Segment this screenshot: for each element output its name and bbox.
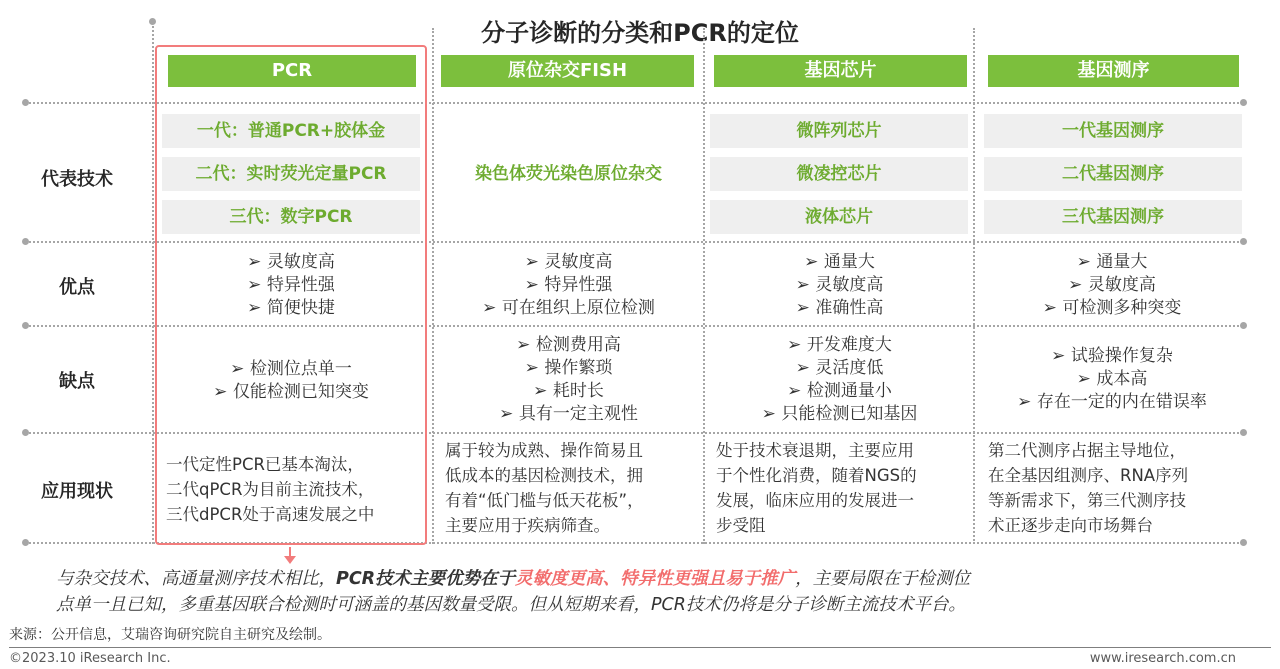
list-item: ➢ 耗时长 [533,381,604,401]
status-line: 步受阻 [716,516,766,535]
list-item: ➢ 只能检测已知基因 [761,404,918,424]
tech-pcr-3: 三代：数字PCR [162,200,420,234]
column-header-fish: 原位杂交FISH [441,55,694,87]
divider-dot [149,18,156,25]
column-divider [703,28,705,544]
summary-part: ，主要局限在于检测位 [795,569,971,589]
list-item: ➢ 灵敏度高 [247,252,335,272]
row-label-tech: 代表技术 [41,169,113,190]
list-item: ➢ 特异性强 [247,275,335,295]
status-line: 于个性化消费，随着NGS的 [716,466,917,485]
status-line: 处于技术衰退期，主要应用 [716,441,914,460]
divider-dot [22,429,29,436]
pros-chip [708,251,971,320]
list-item: ➢ 仅能检测已知突变 [213,382,369,402]
status-line: 有着“低门槛与低天花板”， [445,491,644,510]
divider-dot [1240,238,1247,245]
summary-text [56,566,1196,618]
cons-seq [978,345,1246,414]
status-line: 第二代测序占据主导地位， [988,441,1186,460]
copyright: ©2023.10 iResearch Inc. [9,651,171,666]
list-item: ➢ 成本高 [1076,369,1148,389]
list-item: ➢ 检测通量小 [787,381,892,401]
status-fish [445,438,703,538]
list-item: ➢ 具有一定主观性 [499,404,638,424]
list-item: ➢ 可检测多种突变 [1042,298,1182,318]
tech-seq-1: 一代基因测序 [984,114,1242,148]
column-header-chip: 基因芯片 [714,55,967,87]
tech-seq-2: 二代基因测序 [984,157,1242,191]
list-item: ➢ 通量大 [1076,252,1148,272]
list-item: ➢ 检测费用高 [516,335,621,355]
status-line: 在全基因组测序、RNA序列 [988,466,1189,485]
tech-chip-2: 微凌控芯片 [710,157,968,191]
summary-emphasis: PCR技术主要优势在于 [336,569,516,589]
status-line: 等新需求下，第三代测序技 [988,491,1186,510]
list-item: ➢ 试验操作复杂 [1051,346,1173,366]
tech-pcr-2: 二代：实时荧光定量PCR [162,157,420,191]
status-line: 发展，临床应用的发展进一 [716,491,914,510]
status-line: 术正逐步走向市场舞台 [988,516,1153,535]
list-item: ➢ 灵敏度高 [795,275,884,295]
tech-chip-3: 液体芯片 [710,200,968,234]
column-divider [152,22,154,544]
pros-seq [978,251,1246,320]
divider-dot [22,99,29,106]
page-title: 分子诊断的分类和PCR的定位 [481,19,799,47]
source-note: 来源：公开信息，艾瑞咨询研究院自主研究及绘制。 [9,627,331,643]
divider-dot [1240,322,1247,329]
list-item: ➢ 存在一定的内在错误率 [1017,392,1207,412]
divider-dot [1240,99,1247,106]
list-item: ➢ 通量大 [804,252,875,272]
status-seq [988,438,1246,538]
list-item: ➢ 检测位点单一 [230,359,352,379]
divider-dot [1240,429,1247,436]
divider-dot [22,238,29,245]
tech-pcr-1: 一代：普通PCR+胶体金 [162,114,420,148]
arrow-down-icon [284,556,296,564]
divider-dot [1240,539,1247,546]
row-label-cons: 缺点 [59,371,95,392]
status-chip [716,438,974,538]
status-line: 二代qPCR为目前主流技术， [166,480,375,499]
status-line: 属于较为成熟、操作简易且 [445,441,643,460]
status-line: 低成本的基因检测技术，拥 [445,466,643,485]
divider-dot [22,322,29,329]
list-item: ➢ 灵敏度高 [1068,275,1156,295]
column-divider [432,28,434,544]
list-item: ➢ 开发难度大 [787,335,892,355]
column-header-pcr: PCR [168,55,416,87]
status-line: 一代定性PCR已基本淘汰， [166,455,364,474]
list-item: ➢ 灵活度低 [795,358,884,378]
summary-part: 点单一且已知，多重基因联合检测时可涵盖的基因数量受限。但从短期来看，PCR技术仍将是分子诊断主流技术平台。 [56,595,966,615]
tech-chip-1: 微阵列芯片 [710,114,968,148]
pros-fish [437,251,700,320]
cons-fish [437,334,700,426]
tech-fish: 染色体荧光染色原位杂交 [475,164,662,184]
row-label-pros: 优点 [59,277,95,298]
summary-part: 与杂交技术、高通量测序技术相比， [56,569,336,589]
divider-dot [22,539,29,546]
footer-divider [9,647,1271,648]
cons-chip [708,334,971,426]
pcr-highlight-frame [155,45,427,545]
website-link[interactable]: www.iresearch.com.cn [1089,651,1236,666]
column-header-seq: 基因测序 [988,55,1239,87]
row-label-status: 应用现状 [41,481,113,502]
status-line: 三代dPCR处于高速发展之中 [166,505,375,524]
list-item: ➢ 特异性强 [524,275,613,295]
list-item: ➢ 灵敏度高 [524,252,613,272]
list-item: ➢ 简便快捷 [247,298,335,318]
status-line: 主要应用于疾病筛查。 [445,516,610,535]
list-item: ➢ 可在组织上原位检测 [482,298,655,318]
list-item: ➢ 准确性高 [795,298,884,318]
summary-highlight: 灵敏度更高、特异性更强且易于推广 [515,569,796,589]
list-item: ➢ 操作繁琐 [524,358,613,378]
tech-seq-3: 三代基因测序 [984,200,1242,234]
